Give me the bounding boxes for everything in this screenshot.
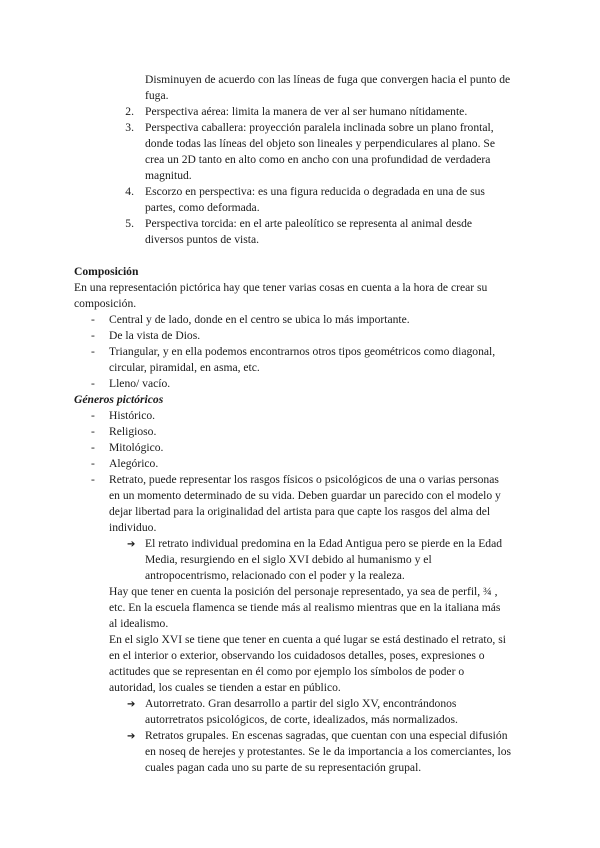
paragraph-line: autoridad, los cuales se tienden a estar en público. bbox=[109, 681, 341, 694]
bullet-item-text: Alegórico. bbox=[109, 457, 159, 470]
section-heading-generos: Géneros pictóricos bbox=[74, 393, 164, 406]
list-item-1-continuation: fuga. bbox=[145, 89, 169, 102]
bullet-dash: - bbox=[91, 441, 95, 454]
list-number: 5. bbox=[125, 217, 134, 230]
sub-bullet-text: en noseq de herejes y protestantes. Se le da importancia a los comerciantes, los bbox=[145, 745, 512, 758]
bullet-dash: - bbox=[91, 345, 95, 358]
list-item-text: Perspectiva caballera: proyección paralela inclinada sobre un plano frontal, bbox=[145, 121, 494, 134]
bullet-item-text: De la vista de Dios. bbox=[109, 329, 201, 342]
arrow-bullet-icon: ➔ bbox=[127, 539, 136, 550]
sub-bullet-text: Retratos grupales. En escenas sagradas, que cuentan con una especial difusión bbox=[145, 729, 508, 742]
bullet-dash: - bbox=[91, 457, 95, 470]
bullet-dash: - bbox=[91, 377, 95, 390]
retrato-text: Retrato, puede representar los rasgos físicos o psicológicos de una o varias personas bbox=[109, 473, 499, 486]
list-item-text: crea un 2D tanto en alto como en ancho con una profundidad de verdadera bbox=[145, 153, 491, 166]
bullet-item-text: Lleno/ vacío. bbox=[109, 377, 171, 390]
bullet-item-text: circular, piramidal, en asma, etc. bbox=[109, 361, 260, 374]
paragraph-line: etc. En la escuela flamenca se tiende más al realismo mientras que en la italiana más bbox=[109, 601, 501, 614]
list-item-text: magnitud. bbox=[145, 169, 192, 182]
list-item-text: Escorzo en perspectiva: es una figura reducida o degradada en una de sus bbox=[145, 185, 485, 198]
list-number: 2. bbox=[125, 105, 134, 118]
arrow-bullet-icon: ➔ bbox=[127, 731, 136, 742]
retrato-text: individuo. bbox=[109, 521, 157, 534]
paragraph-line: En una representación pictórica hay que tener varias cosas en cuenta a la hora de crear su bbox=[74, 281, 488, 294]
sub-bullet-text: Media, resurgiendo en el siglo XVI debido al humanismo y el bbox=[145, 553, 432, 566]
sub-bullet-text: antropocentrismo, relacionado con el poder y la realeza. bbox=[145, 569, 405, 582]
list-number: 3. bbox=[125, 121, 134, 134]
arrow-bullet-icon: ➔ bbox=[127, 699, 136, 710]
retrato-text: dejar libertad para la originalidad del artista para que capte los rasgos del alma del bbox=[109, 505, 491, 518]
bullet-dash: - bbox=[91, 313, 95, 326]
paragraph-line: en el interior o exterior, observando los cuidadosos detalles, poses, expresiones o bbox=[109, 649, 485, 662]
bullet-dash: - bbox=[91, 425, 95, 438]
list-item-text: Perspectiva aérea: limita la manera de ver al ser humano nítidamente. bbox=[145, 105, 468, 118]
list-number: 4. bbox=[125, 185, 134, 198]
sub-bullet-text: Autorretrato. Gran desarrollo a partir del siglo XV, encontrándonos bbox=[145, 697, 457, 710]
bullet-item-text: Triangular, y en ella podemos encontrarnos otros tipos geométricos como diagonal, bbox=[109, 345, 496, 358]
bullet-item-text: Histórico. bbox=[109, 409, 156, 422]
list-item-text: partes, como deformada. bbox=[145, 201, 260, 214]
bullet-dash: - bbox=[91, 409, 95, 422]
retrato-text: en un momento determinado de su vida. Deben guardar un parecido con el modelo y bbox=[109, 489, 501, 502]
paragraph-line: composición. bbox=[74, 297, 137, 310]
list-item-text: diversos puntos de vista. bbox=[145, 233, 259, 246]
list-item-text: Perspectiva torcida: en el arte paleolítico se representa al animal desde bbox=[145, 217, 473, 230]
bullet-dash: - bbox=[91, 329, 95, 342]
section-heading-composicion: Composición bbox=[74, 265, 139, 278]
paragraph-line: Hay que tener en cuenta la posición del personaje representado, ya sea de perfil, ¾ , bbox=[109, 585, 498, 598]
bullet-item-text: Mitológico. bbox=[109, 441, 164, 454]
sub-bullet-text: El retrato individual predomina en la Edad Antigua pero se pierde en la Edad bbox=[145, 537, 503, 550]
sub-bullet-text: cuales pagan cada uno su parte de su representación grupal. bbox=[145, 761, 422, 774]
sub-bullet-text: autorretratos psicológicos, de corte, idealizados, más normalizados. bbox=[145, 713, 458, 726]
list-item-text: donde todas las líneas del objeto son lineales y perpendiculares al plano. Se bbox=[145, 137, 495, 150]
list-item-1-continuation: Disminuyen de acuerdo con las líneas de fuga que convergen hacia el punto de bbox=[145, 73, 511, 86]
paragraph-line: al idealismo. bbox=[109, 617, 169, 630]
paragraph-line: actitudes que se representan en él como por ejemplo los símbolos de poder o bbox=[109, 665, 465, 678]
paragraph-line: En el siglo XVI se tiene que tener en cuenta a qué lugar se está destinado el retrato, si bbox=[109, 633, 506, 646]
bullet-item-text: Religioso. bbox=[109, 425, 157, 438]
bullet-item-text: Central y de lado, donde en el centro se ubica lo más importante. bbox=[109, 313, 410, 326]
bullet-dash: - bbox=[91, 473, 95, 486]
